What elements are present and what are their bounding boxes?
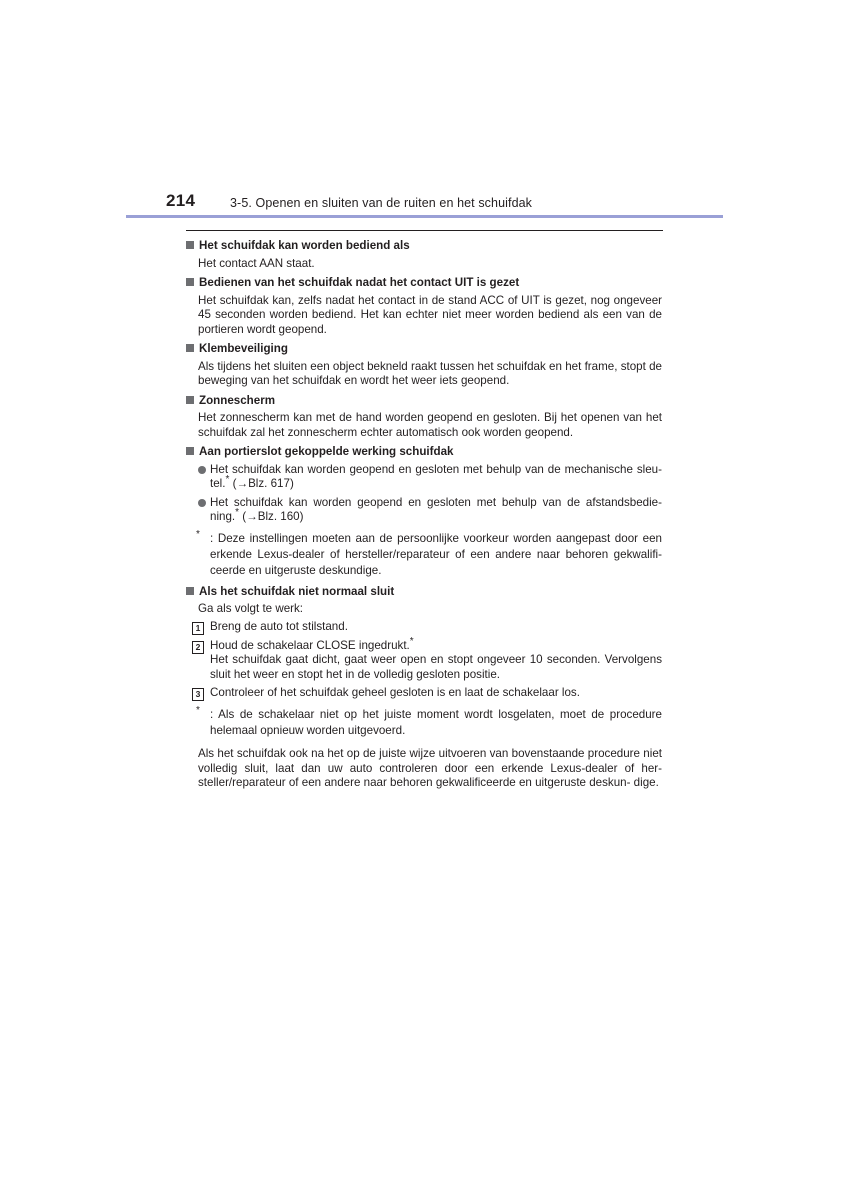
footnote-marker: *	[235, 507, 240, 519]
round-bullet-icon	[198, 499, 206, 507]
footnote	[186, 707, 662, 739]
footnote-text: : Als de schakelaar niet op het juiste moment wordt losgelaten, moet de procedure helemaal opnieuw worden uitgevoerd.	[210, 708, 662, 737]
page-reference-link[interactable]: (→Blz. 160)	[242, 510, 304, 523]
section-heading	[186, 585, 662, 600]
section-heading	[186, 342, 662, 357]
list-item	[186, 463, 662, 492]
page-header	[0, 0, 848, 230]
step-item	[186, 635, 662, 683]
section-title: 3-5. Openen en sluiten van de ruiten en het schuifdak	[230, 196, 533, 210]
square-bullet-icon	[186, 447, 194, 455]
footnote-marker: *	[196, 705, 200, 717]
heading-text: Zonnescherm	[199, 393, 276, 407]
heading-text: Aan portierslot gekoppelde werking schuifdak	[199, 445, 454, 458]
header-divider	[126, 215, 723, 218]
step-text: Controleer of het schuifdak geheel gesloten is en laat de schakelaar los.	[210, 686, 580, 699]
bullet-text: Het schuifdak kan worden geopend en gesloten met behulp van de mechanische sleu- tel.	[210, 462, 662, 490]
paragraph: Als tijdens het sluiten een object bekneld raakt tussen het schuifdak en het frame, stopt de beweging van het schuifdak en wordt het weer iets geopend.	[198, 359, 662, 387]
content-divider	[186, 230, 663, 231]
paragraph: Ga als volgt te werk:	[198, 602, 304, 615]
step-number: 2	[192, 641, 204, 654]
square-bullet-icon	[186, 278, 194, 286]
heading-text: Het schuifdak kan worden bediend als	[199, 239, 410, 252]
page-number: 214	[166, 191, 196, 210]
step-number: 1	[192, 622, 204, 635]
heading-text: Klembeveiliging	[199, 342, 288, 355]
section-heading	[186, 276, 662, 291]
heading-text: Bedienen van het schuifdak nadat het contact UIT is gezet	[199, 276, 520, 289]
footnote-marker: *	[409, 635, 414, 647]
footnote-marker: *	[225, 474, 230, 486]
step-text: Houd de schakelaar CLOSE ingedrukt.	[210, 638, 410, 652]
list-item	[186, 496, 662, 525]
section-heading	[186, 239, 662, 254]
bullet-text: Het schuifdak kan worden geopend en gesloten met behulp van de afstandsbedie- ning.	[210, 495, 662, 523]
section-heading	[186, 394, 662, 409]
square-bullet-icon	[186, 344, 194, 352]
square-bullet-icon	[186, 587, 194, 595]
paragraph: Het contact AAN staat.	[198, 256, 315, 270]
footnote-text: : Deze instellingen moeten aan de persoonlijke voorkeur worden aangepast door een erkende Lexus-dealer of hersteller/reparateur of een andere naar behoren gekwalifi- ceerde en uitgeruste deskundige.	[210, 531, 662, 577]
paragraph: Het schuifdak kan, zelfs nadat het contact in de stand ACC of UIT is gezet, nog ongeveer 45 seconden worden bediend. Het kan echter niet meer worden bediend als een van de portieren wordt geopend.	[198, 293, 662, 336]
closing-paragraph: Als het schuifdak ook na het op de juiste wijze uitvoeren van bovenstaande procedure niet volledig sluit, laat dan uw auto controleren door een erkende Lexus-dealer of her- steller/reparateur of een andere naar behoren gekwalificeerde en uitgeruste deskun- dige.	[198, 747, 662, 789]
step-number: 3	[192, 688, 204, 701]
step-detail: Het schuifdak gaat dicht, gaat weer open en stopt ongeveer 10 seconden. Vervolgens sluit het weer en stopt het in de volledig gesloten positie.	[210, 653, 662, 681]
step-text: Breng de auto tot stilstand.	[210, 619, 348, 633]
square-bullet-icon	[186, 241, 194, 249]
footnote	[186, 528, 662, 579]
heading-text: Als het schuifdak niet normaal sluit	[199, 584, 395, 598]
step-item	[186, 686, 662, 701]
page-content	[186, 239, 662, 791]
round-bullet-icon	[198, 466, 206, 474]
square-bullet-icon	[186, 396, 194, 404]
page-reference-link[interactable]: (→Blz. 617)	[232, 477, 294, 490]
section-heading	[186, 445, 662, 460]
footnote-marker: *	[196, 528, 200, 540]
step-item	[186, 620, 662, 635]
paragraph: Het zonnescherm kan met de hand worden geopend en gesloten. Bij het openen van het schuifdak zal het zonnescherm echter automatisch ook worden geopend.	[198, 411, 662, 439]
